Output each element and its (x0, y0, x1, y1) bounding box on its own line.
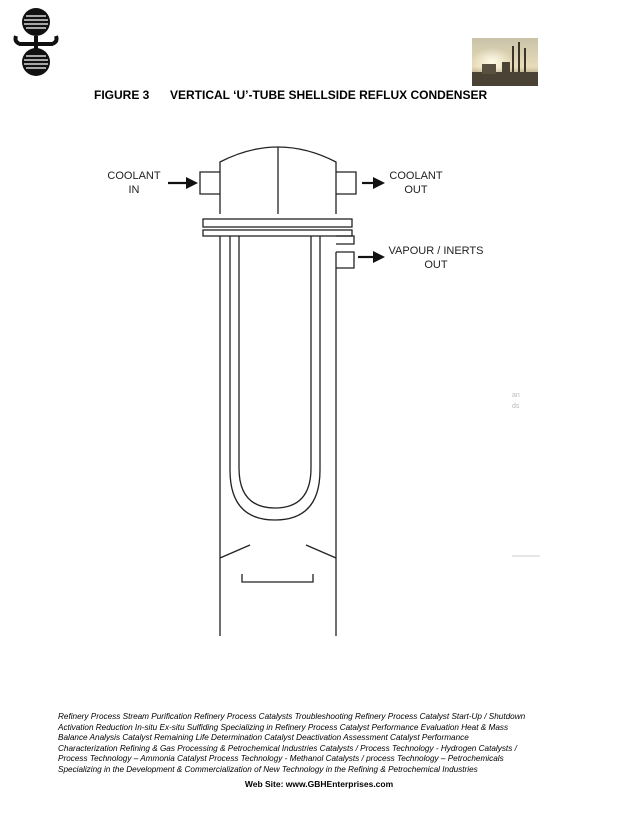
vapour-out-label-2: OUT (424, 259, 448, 271)
coolant-in-label-2: IN (128, 184, 140, 196)
vapour-out-label-1: VAPOUR / INERTS (388, 245, 484, 257)
u-tube-inner (239, 236, 311, 508)
footer-line: Activation Reduction In-situ Ex-situ Sulfiding Specializing in Refinery Process Catalyst Performance Evaluation Heat & Mass (58, 722, 509, 732)
website-link[interactable]: Web Site: www.GBHEnterprises.com (244, 779, 394, 789)
margin-fragment: ds (512, 403, 520, 410)
coolant-out-label-2: OUT (404, 184, 428, 196)
coolant-in-nozzle (200, 172, 220, 194)
vapour-outlet-nozzle (336, 236, 354, 268)
footer-line: Characterization Refining & Gas Processing & Petrochemical Industries Catalysts / Process Technology - Hydrogen Catalysts / (58, 743, 517, 753)
drain-bracket (242, 574, 313, 582)
shell-flange (203, 230, 352, 236)
figure-number: FIGURE 3 (94, 88, 150, 102)
baffle-left (220, 545, 250, 558)
figure-title: VERTICAL ‘U’-TUBE SHELLSIDE REFLUX CONDENSER (170, 88, 488, 102)
footer-line: Specializing in the Development & Commercialization of New Technology in the Refining & Petrochemical Industries (58, 764, 478, 774)
coolant-in-label-1: COOLANT (107, 170, 161, 182)
footer-services (58, 712, 558, 776)
footer-line: Refinery Process Stream Purification Refinery Process Catalysts Troubleshooting Refinery Process Catalyst Start-Up / Shutdown (58, 712, 526, 721)
baffle-right (306, 545, 336, 558)
footer-line: Balance Analysis Catalyst Remaining Life Determination Catalyst Deactivation Assessment Catalyst Performance (58, 733, 469, 743)
tubesheet-flange (203, 219, 352, 227)
u-tube-outer (230, 236, 320, 520)
coolant-out-nozzle (336, 172, 356, 194)
coolant-out-label-1: COOLANT (389, 170, 443, 182)
footer-line: Process Technology – Ammonia Catalyst Process Technology - Methanol Catalysts / process Technology – Petrochemicals (58, 754, 504, 764)
margin-fragment: an (512, 392, 520, 399)
